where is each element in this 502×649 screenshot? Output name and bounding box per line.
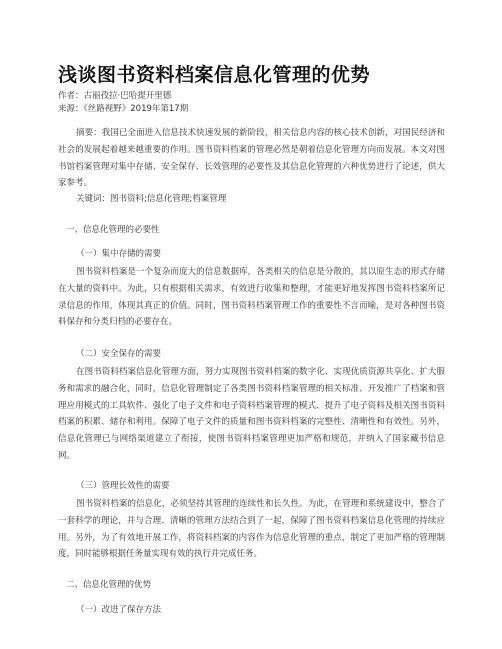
section-heading-advantages: 二、信息化管理的优势 xyxy=(66,580,152,590)
keywords-line: 关键词：图书资料;信息化管理;档案管理 xyxy=(76,194,227,204)
body-paragraph-2: 在图书资料档案信息化管理方面，努力实现图书资料档案的数字化、实现优质资源共享化、扩大服务和需求的融合化，同时，信息化管理制定了各类图书资料档案管理的相关标准、开发推广了档案和管理应用模式的工具软件、强化了电子文件和电子资料档案管理的模式、提升了电子资料及相关图书资料档案的积累、储存和利用。保障了电子文件的质量和图书资料档案的完整性、清晰性和有效性。另外，信息化管理已与网络渠道建立了衔接，使图书资料档案管理更加严格和规范，并纳入了国家藏书信息网。 xyxy=(58,367,445,461)
article-title: 浅谈图书资料档案信息化管理的优势 xyxy=(58,64,371,86)
subsection-heading-centralized-storage: （一）集中存储的需要 xyxy=(76,249,162,259)
source-line: 来源：《丝路视野》2019年第17期 xyxy=(58,104,189,114)
author-line: 作者：古丽孜拉·巴哈提开里德 xyxy=(58,91,172,101)
section-heading-necessity: 一、信息化管理的必要性 xyxy=(66,225,160,235)
abstract-paragraph: 摘要：我国已全面进入信息技术快速发展的新阶段，相关信息内容的核心技术创新，对国民经济和社会的发展起着越来越重要的作用。图书资料档案的管理必然是朝着信息化管理方向而发展。本文对图书馆档案管理对集中存储、安全保存、长效管理的必要性及其信息化管理的六种优势进行了论述，供大家参考。 xyxy=(58,128,445,189)
subsection-heading-long-term: （三）管理长效性的需要 xyxy=(76,481,170,491)
subsection-heading-improved-storage: （一）改进了保存方法 xyxy=(76,605,162,615)
body-paragraph-3: 图书资料档案的信息化，必须坚持其管理的连续性和长久性。为此，在管理和系统建设中，整合了一套科学的理论，并与合理、清晰的管理方法结合到了一起，保障了图书资料档案信息化管理的持续应用。另外，为了有效地开展工作，将资料档案的内容作为信息化管理的重点，制定了更加严格的管理制度，同时能够根据任务量实现有效的执行并完成任务。 xyxy=(58,499,445,560)
body-paragraph-1: 图书资料档案是一个复杂而庞大的信息数据库，各类相关的信息是分散的，其以原生态的形式存储在大量的资料中。为此，只有根据相关需求，有效进行收集和整理，才能更好地发挥图书资料档案所记录信息的作用，体现其真正的价值。同时，图书资料档案管理工作的重要性不言而喻，是对各种图书资料保存和分类归档的必要存在。 xyxy=(58,267,445,328)
subsection-heading-safe-storage: （二）安全保存的需要 xyxy=(76,349,162,359)
